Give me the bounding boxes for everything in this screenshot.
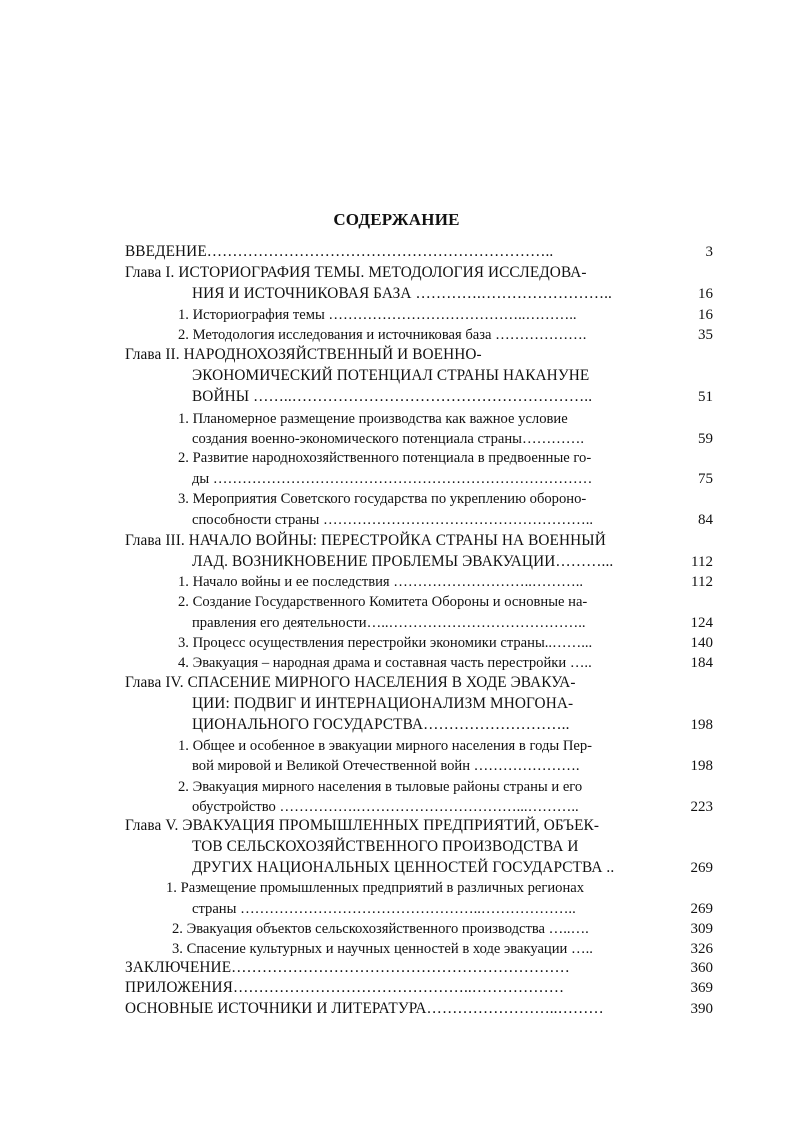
toc-page-number: 360 bbox=[690, 960, 713, 976]
toc-entry-text: 3. Спасение культурных и научных ценностей в ходе эвакуации ….. bbox=[172, 941, 593, 957]
toc-entry-text: Глава IV. СПАСЕНИЕ МИРНОГО НАСЕЛЕНИЯ В ХОДЕ ЭВАКУА- bbox=[125, 674, 576, 691]
toc-entry-text: 3. Процесс осуществления перестройки экономики страны..……... bbox=[178, 635, 593, 651]
toc-entry-text: Глава I. ИСТОРИОГРАФИЯ ТЕМЫ. МЕТОДОЛОГИЯ ИССЛЕДОВА- bbox=[125, 264, 587, 281]
toc-entry-text: 4. Эвакуация – народная драма и составная часть перестройки ….. bbox=[178, 655, 592, 671]
toc-entry-text: 2. Создание Государственного Комитета Обороны и основные на- bbox=[178, 594, 588, 610]
toc-page-number: 198 bbox=[690, 717, 713, 733]
toc-entry-text: Глава III. НАЧАЛО ВОЙНЫ: ПЕРЕСТРОЙКА СТРАНЫ НА ВОЕННЫЙ bbox=[125, 532, 606, 549]
toc-entry-text: 1. Общее и особенное в эвакуации мирного населения в годы Пер- bbox=[178, 738, 593, 754]
toc-entry-text: страны …………………………………………..……………….. bbox=[192, 901, 576, 917]
toc-entry-text: 1. Начало войны и ее последствия ………………………..……….. bbox=[178, 574, 583, 590]
toc-entry-text: ТОВ СЕЛЬСКОХОЗЯЙСТВЕННОГО ПРОИЗВОДСТВА И bbox=[192, 838, 579, 855]
toc-page-number: 3 bbox=[705, 244, 713, 260]
page-title: СОДЕРЖАНИЕ bbox=[333, 210, 460, 229]
toc-entry-text: ПРИЛОЖЕНИЯ………………………………………..……………… bbox=[125, 979, 565, 996]
toc-page-number: 59 bbox=[698, 431, 713, 447]
toc-page-number: 16 bbox=[698, 307, 713, 323]
toc-entry-text: ЗАКЛЮЧЕНИЕ………………………………………………………… bbox=[125, 959, 570, 976]
toc-entry-text: создания военно-экономического потенциала страны…………. bbox=[192, 431, 584, 447]
toc-page-number: 223 bbox=[690, 799, 713, 815]
toc-page-number: 112 bbox=[691, 574, 713, 590]
toc-entry-text: ЭКОНОМИЧЕСКИЙ ПОТЕНЦИАЛ СТРАНЫ НАКАНУНЕ bbox=[192, 367, 590, 384]
toc-entry-text: ВВЕДЕНИЕ………………………………………………………….. bbox=[125, 243, 554, 260]
toc-page-number: 112 bbox=[691, 554, 713, 570]
toc-page-number: 198 bbox=[690, 758, 713, 774]
toc-entry-text: Глава V. ЭВАКУАЦИЯ ПРОМЫШЛЕННЫХ ПРЕДПРИЯТИЙ, ОБЪЕК- bbox=[125, 817, 600, 834]
toc-page-number: 309 bbox=[690, 921, 713, 937]
toc-entry-text: ЦИОНАЛЬНОГО ГОСУДАРСТВА……………………….. bbox=[192, 716, 570, 733]
toc-page-number: 75 bbox=[698, 471, 713, 487]
toc-entry-text: 1. Историография темы …………………………………..……….. bbox=[178, 307, 577, 323]
toc-page-number: 369 bbox=[690, 980, 713, 996]
toc-entry-text: 2. Эвакуация объектов сельскохозяйственного производства …..…. bbox=[172, 921, 589, 937]
toc-page-number: 84 bbox=[698, 512, 713, 528]
toc-entry-text: ДРУГИХ НАЦИОНАЛЬНЫХ ЦЕННОСТЕЙ ГОСУДАРСТВА .. bbox=[192, 859, 615, 876]
toc-entry-text: ВОЙНЫ ……..………………………………………………….. bbox=[192, 388, 593, 405]
toc-entry-text: способности страны ……………………………………………….. bbox=[192, 512, 593, 528]
toc-entry-text: обустройство …………….……………………………...……….. bbox=[192, 799, 579, 815]
toc-entry-text: ЛАД. ВОЗНИКНОВЕНИЕ ПРОБЛЕМЫ ЭВАКУАЦИИ………... bbox=[192, 553, 614, 570]
toc-page-number: 184 bbox=[690, 655, 713, 671]
toc-entry-text: 1. Размещение промышленных предприятий в различных регионах bbox=[166, 880, 585, 896]
toc-page-number: 326 bbox=[690, 941, 713, 957]
toc-page-number: 269 bbox=[690, 901, 713, 917]
toc-entry-text: 2. Эвакуация мирного населения в тыловые районы страны и его bbox=[178, 779, 583, 795]
toc-page-number: 16 bbox=[698, 286, 713, 302]
toc-page-number: 124 bbox=[690, 615, 713, 631]
toc-entry-text: Глава II. НАРОДНОХОЗЯЙСТВЕННЫЙ И ВОЕННО- bbox=[125, 346, 482, 363]
toc-page-number: 269 bbox=[690, 860, 713, 876]
toc-entry-text: НИЯ И ИСТОЧНИКОВАЯ БАЗА ………….…………………….. bbox=[192, 285, 612, 302]
toc-entry-text: 3. Мероприятия Советского государства по укреплению обороно- bbox=[178, 491, 587, 507]
toc-page-number: 390 bbox=[690, 1001, 713, 1017]
toc-entry-text: правления его деятельности…..………………………………….. bbox=[192, 615, 586, 631]
toc-page-number: 35 bbox=[698, 327, 713, 343]
toc-entry-text: 1. Планомерное размещение производства как важное условие bbox=[178, 411, 568, 427]
toc-entry-text: ды …………………………………………………………………… bbox=[192, 471, 593, 487]
toc-entry-text: вой мировой и Великой Отечественной войн …………………. bbox=[192, 758, 580, 774]
toc-entry-text: ЦИИ: ПОДВИГ И ИНТЕРНАЦИОНАЛИЗМ МНОГОНА- bbox=[192, 695, 574, 712]
toc-page-number: 140 bbox=[690, 635, 713, 651]
toc-page-number: 51 bbox=[698, 389, 713, 405]
toc-entry-text: 2. Развитие народнохозяйственного потенциала в предвоенные го- bbox=[178, 450, 592, 466]
toc-entry-text: 2. Методология исследования и источниковая база ………………. bbox=[178, 327, 587, 343]
toc-entry-text: ОСНОВНЫЕ ИСТОЧНИКИ И ЛИТЕРАТУРА……………………..……… bbox=[125, 1000, 604, 1017]
